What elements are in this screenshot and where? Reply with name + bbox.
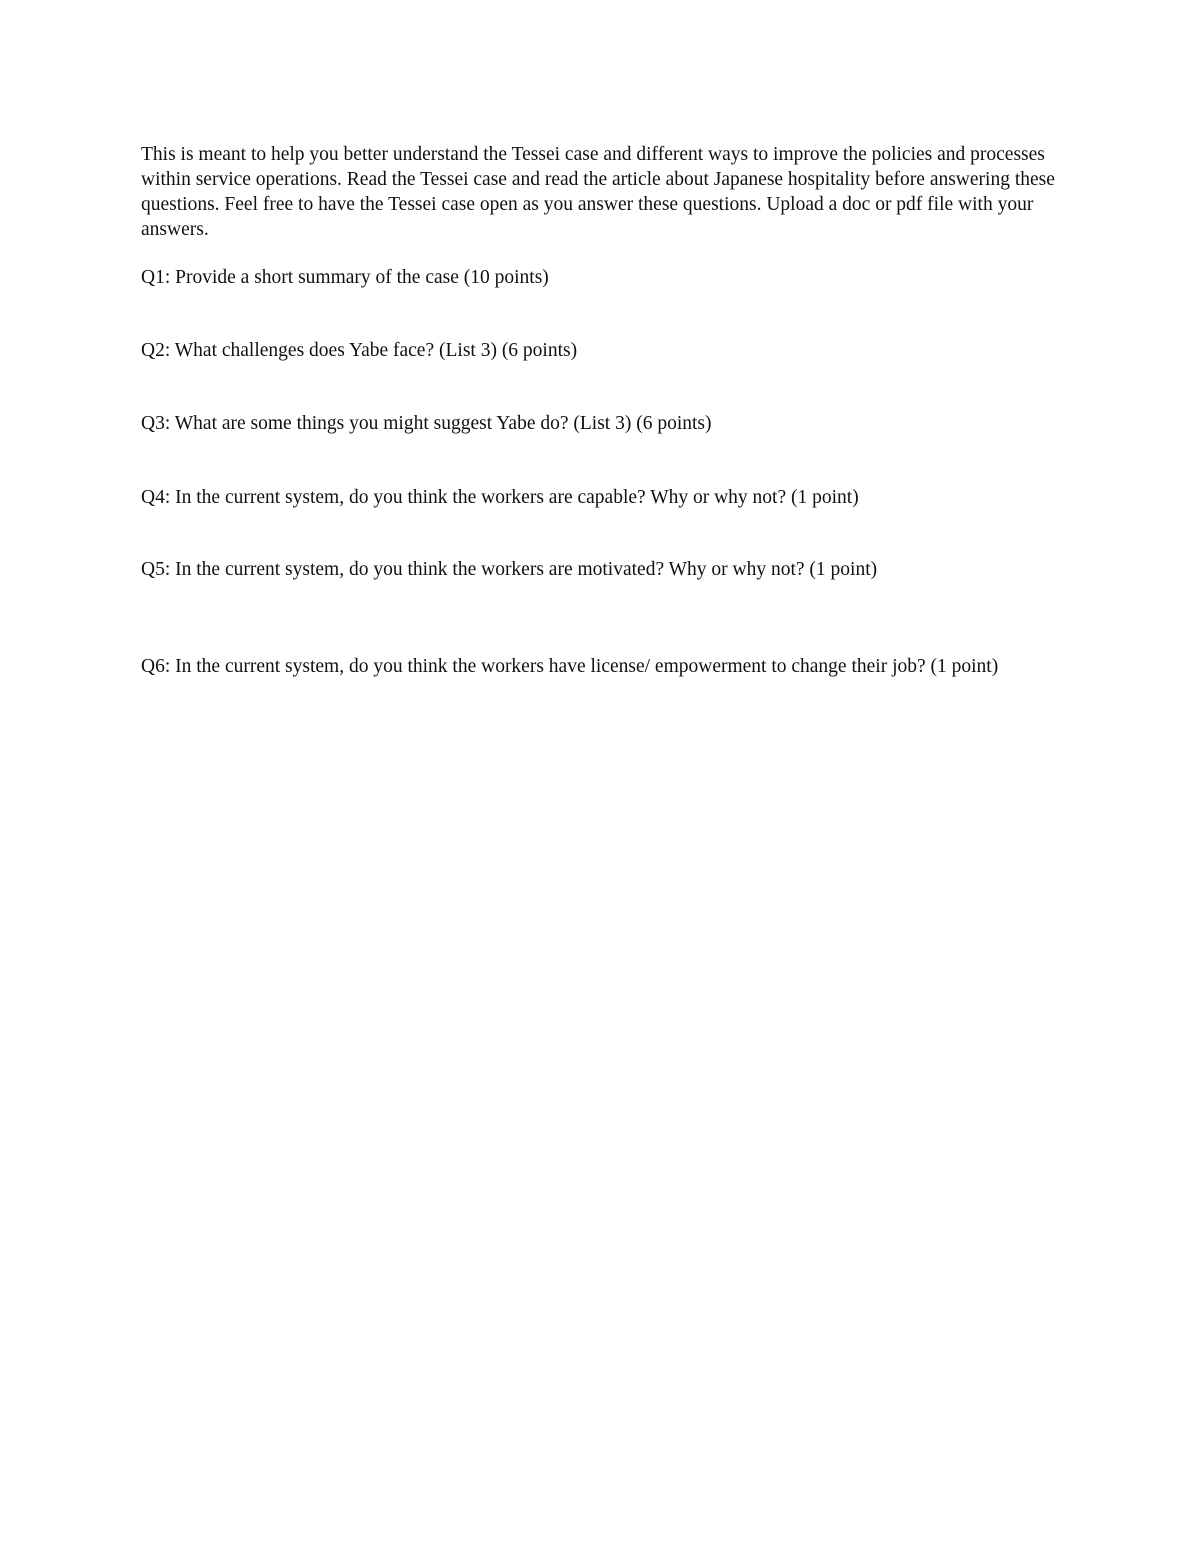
question-3: Q3: What are some things you might suggest Yabe do? (List 3) (6 points): [141, 413, 712, 434]
question-6: Q6: In the current system, do you think the workers have license/ empowerment to change their job? (1 point): [141, 656, 999, 677]
intro-paragraph: This is meant to help you better understand the Tessei case and different ways to improve the policies and processes within service operations. Read the Tessei case and read the article about Japanese hospitality before answering these questions. Feel free to have the Tessei case open as you answer these questions. Upload a doc or pdf file with your answers.: [141, 144, 1055, 240]
question-2: Q2: What challenges does Yabe face? (List 3) (6 points): [141, 340, 578, 361]
question-5: Q5: In the current system, do you think the workers are motivated? Why or why not? (1 point): [141, 559, 878, 580]
question-1: Q1: Provide a short summary of the case (10 points): [141, 267, 549, 288]
question-4: Q4: In the current system, do you think the workers are capable? Why or why not? (1 point): [141, 487, 859, 508]
